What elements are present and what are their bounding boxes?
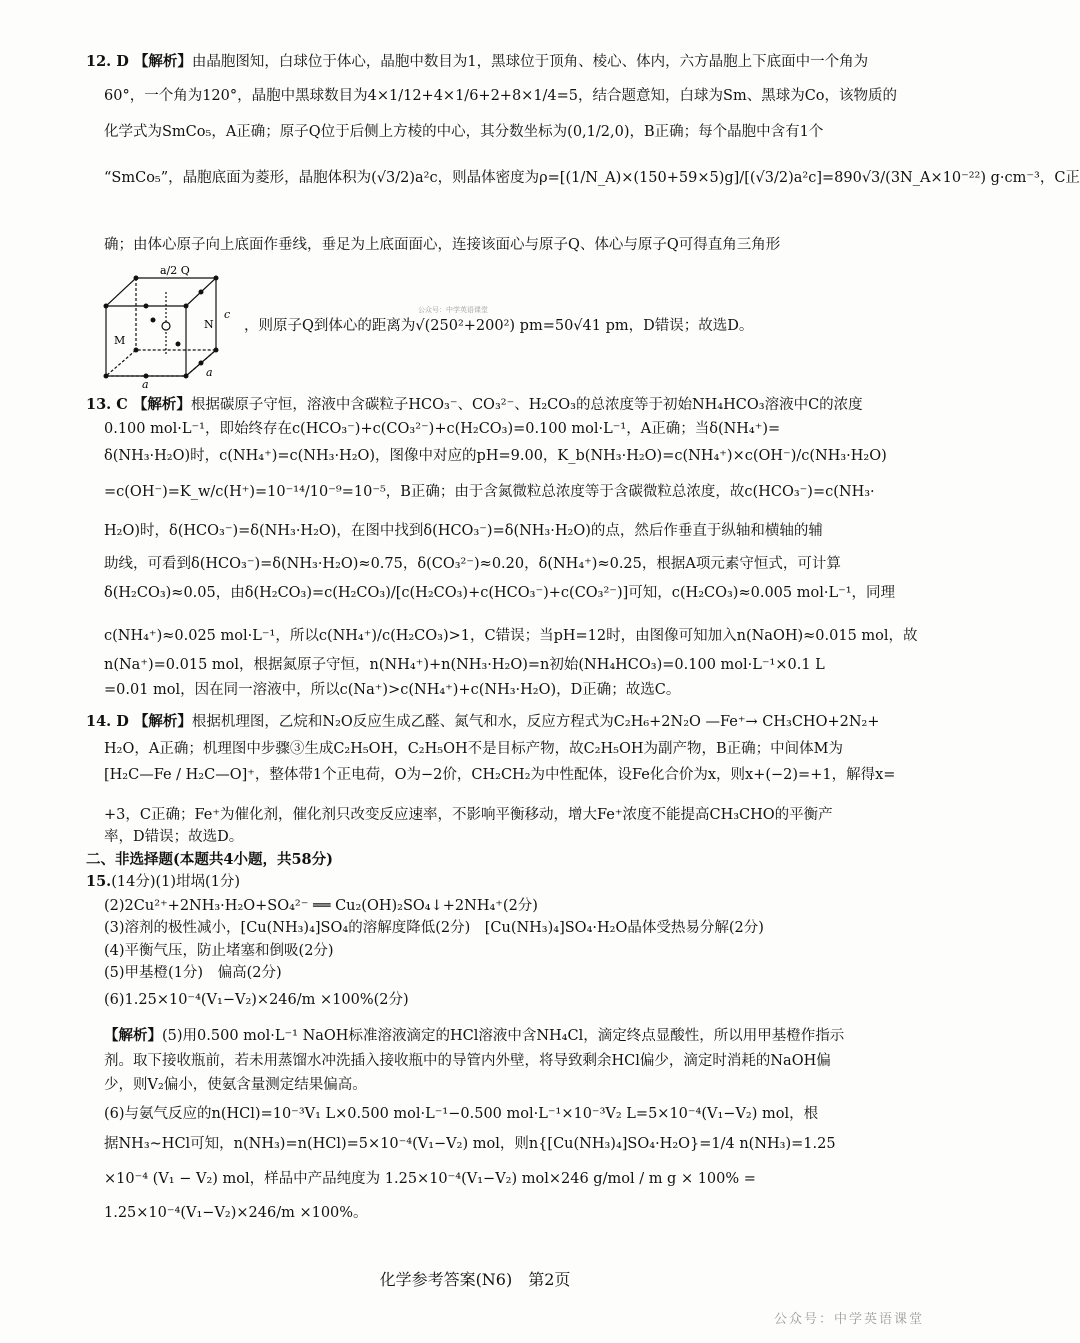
analysis-tag: 【解析】 <box>104 1027 162 1044</box>
text-line <box>104 168 1080 188</box>
text-line <box>104 521 869 541</box>
line-text: (2)2Cu²⁺+2NH₃·H₂O+SO₄²⁻ ══ Cu₂(OH)₂SO₄↓+2NH₄⁺(2分) <box>104 898 538 914</box>
line-text: (3)溶剂的极性减小，[Cu(NH₃)₄]SO₄的溶解度降低(2分) [Cu(NH₃)₄]SO₄·H₂O晶体受热易分解(2分) <box>104 920 764 936</box>
text-line <box>104 680 869 700</box>
question-number: 12. D <box>86 53 134 70</box>
text-line <box>104 626 918 646</box>
text-line <box>104 86 898 106</box>
text-line <box>104 1051 869 1071</box>
line-text: 助线，可看到δ(HCO₃⁻)=δ(NH₃·H₂O)≈0.75，δ(CO₃²⁻)≈0.20，δ(NH₄⁺)≈0.25，根据A项元素守恒式，可计算 <box>104 556 841 572</box>
line-text: (4)平衡气压，防止堵塞和倒吸(2分) <box>104 943 334 959</box>
text-line <box>104 1026 869 1046</box>
line-text: (14分)(1)坩埚(1分) <box>111 874 241 890</box>
line-text: 由晶胞图知，白球位于体心，晶胞中数目为1，黑球位于顶角、棱心、体内，六方晶胞上下底面中一个角为 <box>191 54 869 70</box>
text-line <box>104 963 869 983</box>
analysis-tag: 【解析】 <box>133 713 192 730</box>
text-line <box>104 235 869 255</box>
text-line <box>104 554 869 574</box>
line-text: 化学式为SmCo₅，A正确；原子Q位于后侧上方棱的中心，其分数坐标为(0,1/2,0)，B正确；每个晶胞中含有1个 <box>104 124 824 140</box>
figure-caption: ，则原子Q到体心的距离为√(250²+200²) pm=50√41 pm，D错误；故选D。 <box>244 318 754 334</box>
question-answer-line <box>86 395 869 415</box>
line-text: 据NH₃~HCl可知，n(NH₃)=n(HCl)=5×10⁻⁴(V₁−V₂) mol，则n{[Cu(NH₃)₄]SO₄·H₂O}=1/4 n(NH₃)=1.25 <box>104 1136 836 1152</box>
text-line <box>104 482 875 502</box>
line-text: 确；由体心原子向上底面作垂线，垂足为上底面面心，连接该面心与原子Q、体心与原子Q可得直角三角形 <box>104 237 781 253</box>
text-line <box>104 583 896 603</box>
question-number: 14. D <box>86 713 134 730</box>
label-q: a/2 Q <box>160 264 190 277</box>
text-line <box>104 805 869 825</box>
line-text: =0.01 mol，因在同一溶液中，所以c(Na⁺)>c(NH₄⁺)+c(NH₃·H₂O)，D正确；故选C。 <box>104 682 681 698</box>
text-line <box>104 990 869 1010</box>
text-line <box>104 446 887 466</box>
line-text: 率，D错误；故选D。 <box>104 829 244 845</box>
label-c: c <box>224 308 231 321</box>
hexagonal-cell-diagram <box>98 258 238 391</box>
label-a1: a <box>142 378 149 391</box>
crystal-cell-figure <box>98 258 238 391</box>
analysis-tag: 【解析】 <box>133 53 192 70</box>
line-text: 少，则V₂偏小，使氨含量测定结果偏高。 <box>104 1077 367 1093</box>
text-line <box>104 918 869 938</box>
question-number: 13. C <box>86 396 133 413</box>
line-text: ×10⁻⁴ (V₁ − V₂) mol，样品中产品纯度为 1.25×10⁻⁴(V₁−V₂) mol×246 g/mol / m g × 100% = <box>104 1171 756 1187</box>
text-line <box>104 1104 869 1124</box>
line-text: n(Na⁺)=0.015 mol，根据氮原子守恒，n(NH₄⁺)+n(NH₃·H₂O)=n初始(NH₄HCO₃)=0.100 mol·L⁻¹×0.1 L <box>104 657 825 673</box>
label-a2: a <box>206 366 213 379</box>
text-line <box>104 122 869 142</box>
text-line <box>104 1134 869 1154</box>
line-text: (5)甲基橙(1分) 偏高(2分) <box>104 965 282 981</box>
page-footer: 化学参考答案(N6) 第2页 <box>379 1270 571 1289</box>
question-answer-line <box>86 872 869 892</box>
text-line <box>104 655 869 675</box>
line-text: 根据机理图，乙烷和N₂O反应生成乙醛、氮气和水，反应方程式为C₂H₆+2N₂O —Fe⁺→ CH₃CHO+2N₂+ <box>191 714 880 730</box>
label-m: M <box>114 334 126 347</box>
watermark: 公众号：中学英语课堂 <box>773 1312 924 1327</box>
text-line <box>104 1169 869 1189</box>
line-text: [H₂C—Fe / H₂C—O]⁺，整体带1个正电荷，O为−2价，CH₂CH₂为中性配体，设Fe化合价为x，则x+(−2)=+1，解得x= <box>104 767 896 783</box>
line-text: c(NH₄⁺)≈0.025 mol·L⁻¹，所以c(NH₄⁺)/c(H₂CO₃)>1，C错误；当pH=12时，由图像可知加入n(NaOH)≈0.015 mol，故 <box>104 628 918 644</box>
text-line <box>104 419 869 439</box>
analysis-tag: 【解析】 <box>132 396 191 413</box>
line-text: (6)1.25×10⁻⁴(V₁−V₂)×246/m ×100%(2分) <box>104 992 409 1008</box>
question-number: 15. <box>86 873 112 890</box>
text-line <box>104 1203 869 1223</box>
question-answer-line <box>86 52 869 72</box>
line-text: +3，C正确；Fe⁺为催化剂，催化剂只改变反应速率，不影响平衡移动，增大Fe⁺浓度不能提高CH₃CHO的平衡产 <box>104 807 833 823</box>
line-text: δ(NH₃·H₂O)时，c(NH₄⁺)=c(NH₃·H₂O)，图像中对应的pH=9.00，K_b(NH₃·H₂O)=c(NH₄⁺)×c(OH⁻)/c(NH₃·H₂O) <box>104 448 887 464</box>
line-text: =c(OH⁻)=K_w/c(H⁺)=10⁻¹⁴/10⁻⁹=10⁻⁵，B正确；由于含氮微粒总浓度等于含碳微粒总浓度，故c(HCO₃⁻)=c(NH₃· <box>104 484 875 500</box>
line-text: δ(H₂CO₃)≈0.05，由δ(H₂CO₃)=c(H₂CO₃)/[c(H₂CO₃)+c(HCO₃⁻)+c(CO₃²⁻)]可知，c(H₂CO₃)≈0.005 mol·L⁻¹，同理 <box>104 585 896 601</box>
label-n: N <box>204 318 214 331</box>
text-line <box>104 765 896 785</box>
line-text: (6)与氨气反应的n(HCl)=10⁻³V₁ L×0.500 mol·L⁻¹−0.500 mol·L⁻¹×10⁻³V₂ L=5×10⁻⁴(V₁−V₂) mol，根 <box>104 1106 819 1122</box>
line-text: 0.100 mol·L⁻¹，即始终存在c(HCO₃⁻)+c(CO₃²⁻)+c(H₂CO₃)=0.100 mol·L⁻¹，A正确；当δ(NH₄⁺)= <box>104 421 781 437</box>
line-text: 剂。取下接收瓶前，若未用蒸馏水冲洗插入接收瓶中的导管内外壁，将导致剩余HCl偏少，滴定时消耗的NaOH偏 <box>104 1053 831 1069</box>
line-text: H₂O)时，δ(HCO₃⁻)=δ(NH₃·H₂O)，在图中找到δ(HCO₃⁻)=δ(NH₃·H₂O)的点，然后作垂直于纵轴和横轴的辅 <box>104 523 823 539</box>
line-text: 二、非选择题(本题共4小题，共58分) <box>86 851 333 868</box>
text-line <box>104 739 869 759</box>
line-text: “SmCo₅”，晶胞底面为菱形，晶胞体积为(√3/2)a²c，则晶体密度为ρ=[(1/N_A)×(150+59×5)g]/[(√3/2)a²c]=890√3/(3N_A×10⁻²²) g·cm⁻³，C正 <box>104 170 1080 186</box>
text-line <box>104 941 869 961</box>
text-line <box>104 896 869 916</box>
line-text: H₂O，A正确；机理图中步骤③生成C₂H₅OH，C₂H₅OH不是目标产物，故C₂H₅OH为副产物，B正确；中间体M为 <box>104 741 844 757</box>
section-heading <box>86 850 851 870</box>
line-text: 1.25×10⁻⁴(V₁−V₂)×246/m ×100%。 <box>104 1205 368 1221</box>
line-text: 根据碳原子守恒，溶液中含碳粒子HCO₃⁻、CO₃²⁻、H₂CO₃的总浓度等于初始NH₄HCO₃溶液中C的浓度 <box>190 397 863 413</box>
line-text: 60°，一个角为120°，晶胞中黑球数目为4×1/12+4×1/6+2+8×1/4=5，结合题意知，白球为Sm、黑球为Co，该物质的 <box>104 88 898 104</box>
line-text: (5)用0.500 mol·L⁻¹ NaOH标准溶液滴定的HCl溶液中含NH₄Cl，滴定终点显酸性，所以用甲基橙作指示 <box>162 1028 845 1044</box>
watermark-small: 公众号：中学英语课堂 <box>418 306 488 314</box>
text-line <box>104 1075 869 1095</box>
question-answer-line <box>86 712 880 732</box>
text-line <box>104 827 869 847</box>
